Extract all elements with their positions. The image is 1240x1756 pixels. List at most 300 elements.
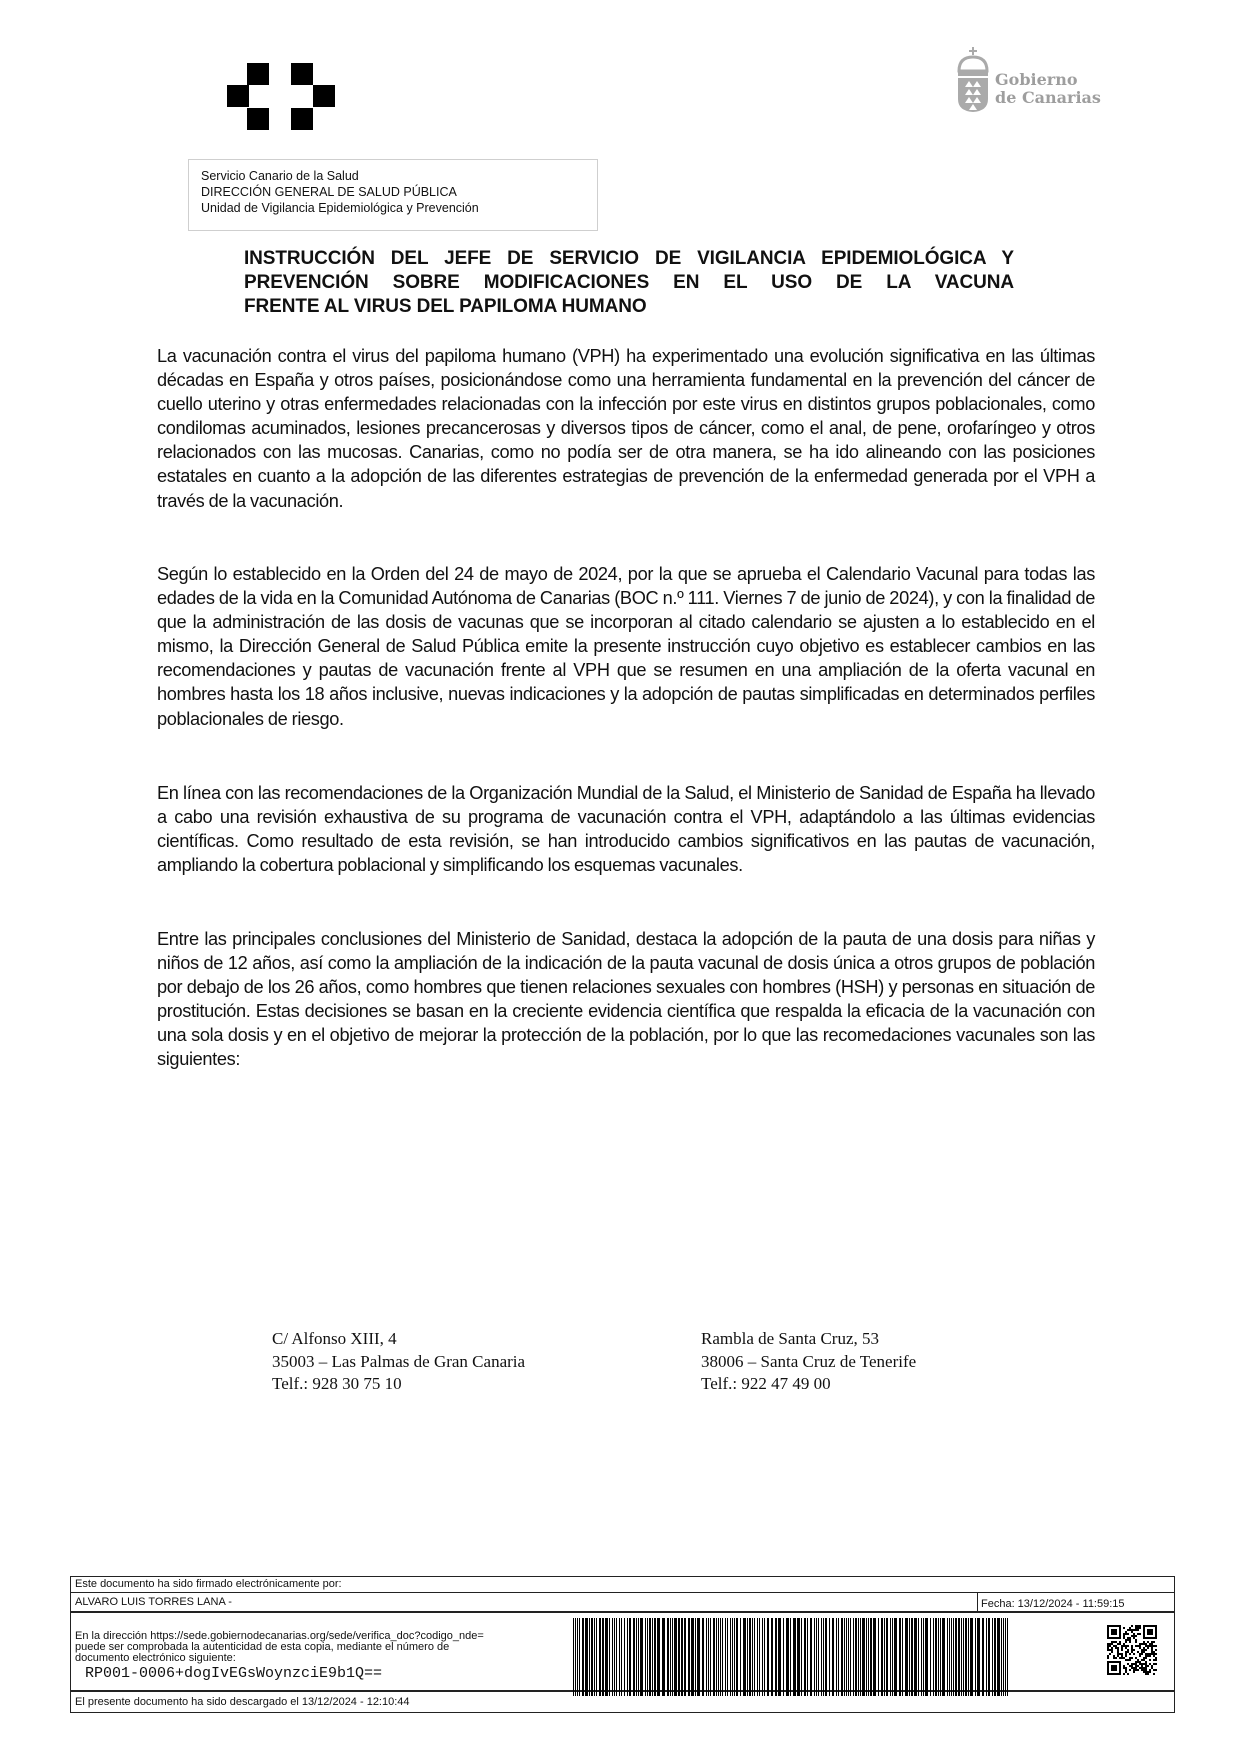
qr-module xyxy=(1151,1667,1153,1669)
qr-module xyxy=(1133,1663,1135,1665)
qr-module xyxy=(1117,1651,1119,1653)
qr-module xyxy=(1123,1657,1125,1659)
qr-module xyxy=(1153,1653,1155,1655)
qr-module xyxy=(1153,1663,1155,1665)
qr-module xyxy=(1145,1649,1147,1651)
barcode-bar xyxy=(994,1618,996,1696)
barcode-bar xyxy=(670,1618,671,1696)
barcode-bar xyxy=(681,1618,683,1696)
address-phone: Telf.: 928 30 75 10 xyxy=(272,1374,402,1393)
qr-module xyxy=(1151,1647,1153,1649)
qr-module xyxy=(1121,1645,1123,1647)
qr-module xyxy=(1125,1651,1127,1653)
barcode-bar xyxy=(977,1618,980,1696)
qr-module xyxy=(1121,1653,1123,1655)
qr-module xyxy=(1153,1673,1155,1675)
signer-name: ALVARO LUIS TORRES LANA - xyxy=(75,1596,232,1608)
barcode-bar xyxy=(582,1618,584,1696)
qr-module xyxy=(1141,1663,1143,1665)
barcode-bar xyxy=(886,1618,888,1696)
qr-module xyxy=(1123,1627,1125,1629)
qr-module xyxy=(1141,1665,1143,1667)
barcode-bar xyxy=(965,1618,967,1696)
qr-module xyxy=(1141,1669,1143,1671)
barcode-bar xyxy=(638,1618,639,1696)
qr-module xyxy=(1145,1671,1147,1673)
barcode-bar xyxy=(823,1618,824,1696)
gobierno-text: Gobierno xyxy=(995,70,1078,89)
barcode-bar xyxy=(640,1618,643,1696)
qr-module xyxy=(1137,1625,1139,1627)
electronic-signature-block xyxy=(70,1576,1175,1713)
qr-module xyxy=(1123,1643,1125,1645)
qr-module xyxy=(1123,1645,1125,1647)
title-line: INSTRUCCIÓN DEL JEFE DE SERVICIO DE VIGILANCIA EPIDEMIOLÓGICA Y xyxy=(244,248,1014,269)
qr-module xyxy=(1133,1635,1135,1637)
qr-module xyxy=(1137,1651,1139,1653)
barcode-bar xyxy=(911,1618,913,1696)
qr-module xyxy=(1107,1655,1109,1657)
barcode-bar xyxy=(732,1618,733,1696)
barcode-bar xyxy=(649,1618,651,1696)
barcode-bar xyxy=(654,1618,656,1696)
address-city: 38006 – Santa Cruz de Tenerife xyxy=(701,1351,917,1371)
qr-module xyxy=(1133,1633,1135,1635)
barcode-bar xyxy=(870,1618,872,1696)
qr-module xyxy=(1135,1645,1137,1647)
qr-module xyxy=(1129,1653,1131,1655)
qr-module xyxy=(1135,1657,1137,1659)
barcode-bar xyxy=(947,1618,948,1696)
qr-code-icon xyxy=(1107,1625,1157,1681)
barcode-bar xyxy=(614,1618,615,1696)
title-line: FRENTE AL VIRUS DEL PAPILOMA HUMANO xyxy=(244,296,647,317)
barcode-bar xyxy=(706,1618,707,1696)
barcode-bar xyxy=(825,1618,827,1696)
qr-module xyxy=(1131,1647,1133,1649)
barcode-bar xyxy=(953,1618,954,1696)
barcode-bar xyxy=(961,1618,962,1696)
qr-finder xyxy=(1111,1665,1117,1671)
qr-module xyxy=(1107,1643,1109,1645)
barcode-bar xyxy=(844,1618,845,1696)
title-line: PREVENCIÓN SOBRE MODIFICACIONES EN EL USO DE LA VACUNA xyxy=(244,272,1014,293)
qr-module xyxy=(1107,1647,1109,1649)
qr-module xyxy=(1123,1635,1125,1637)
barcode-bar xyxy=(975,1618,976,1696)
qr-module xyxy=(1127,1651,1129,1653)
download-info: El presente documento ha sido descargado el 13/12/2024 - 12:10:44 xyxy=(75,1696,410,1708)
barcode-bar xyxy=(797,1618,800,1696)
barcode-bar xyxy=(930,1618,931,1696)
qr-module xyxy=(1133,1667,1135,1669)
barcode-bar xyxy=(1005,1618,1006,1696)
barcode-bar xyxy=(718,1618,719,1696)
qr-module xyxy=(1143,1641,1145,1643)
qr-module xyxy=(1147,1647,1149,1649)
qr-module xyxy=(1135,1641,1137,1643)
barcode-bar xyxy=(722,1618,723,1696)
qr-module xyxy=(1151,1653,1153,1655)
barcode-bar xyxy=(743,1618,746,1696)
barcode-bar xyxy=(708,1618,709,1696)
verify-text: puede ser comprobada la autenticidad de esta copia, mediante el número de xyxy=(75,1641,450,1653)
logo-square xyxy=(291,108,313,130)
qr-module xyxy=(1131,1651,1133,1653)
barcode-bar xyxy=(909,1618,910,1696)
qr-module xyxy=(1147,1641,1149,1643)
barcode-bar xyxy=(734,1618,735,1696)
qr-module xyxy=(1123,1633,1125,1635)
barcode-bar xyxy=(579,1618,580,1696)
barcode-bar xyxy=(881,1618,883,1696)
qr-module xyxy=(1111,1643,1113,1645)
qr-module xyxy=(1143,1669,1145,1671)
qr-module xyxy=(1151,1649,1153,1651)
barcode-bar xyxy=(902,1618,903,1696)
barcode-bar xyxy=(899,1618,901,1696)
verification-row xyxy=(71,1614,1174,1692)
barcode-bar xyxy=(591,1618,593,1696)
signed-by-label: Este documento ha sido firmado electrónicamente por: xyxy=(75,1578,342,1590)
address-phone: Telf.: 922 47 49 00 xyxy=(701,1374,831,1393)
qr-module xyxy=(1119,1643,1121,1645)
qr-module xyxy=(1131,1657,1133,1659)
signed-by-row xyxy=(71,1577,1174,1593)
qr-module xyxy=(1153,1645,1155,1647)
barcode-bar xyxy=(762,1618,763,1696)
qr-module xyxy=(1127,1673,1129,1675)
logo-square xyxy=(247,108,269,130)
barcode-bar xyxy=(710,1618,711,1696)
qr-module xyxy=(1115,1641,1117,1643)
org-directorate: DIRECCIÓN GENERAL DE SALUD PÚBLICA xyxy=(201,185,457,199)
qr-module xyxy=(1137,1633,1139,1635)
qr-module xyxy=(1131,1635,1133,1637)
barcode-bar xyxy=(790,1618,791,1696)
qr-module xyxy=(1137,1661,1139,1663)
barcode-bar xyxy=(652,1618,653,1696)
barcode-bar xyxy=(609,1618,610,1696)
qr-module xyxy=(1155,1657,1157,1659)
qr-module xyxy=(1135,1667,1137,1669)
qr-module xyxy=(1139,1627,1141,1629)
qr-module xyxy=(1117,1655,1119,1657)
barcode-bar xyxy=(988,1618,990,1696)
qr-module xyxy=(1125,1641,1127,1643)
qr-module xyxy=(1141,1651,1143,1653)
barcode-bar xyxy=(713,1618,715,1696)
qr-module xyxy=(1137,1645,1139,1647)
qr-module xyxy=(1125,1653,1127,1655)
barcode-bar xyxy=(938,1618,939,1696)
qr-module xyxy=(1125,1633,1127,1635)
qr-module xyxy=(1125,1655,1127,1657)
barcode-bar xyxy=(816,1618,817,1696)
qr-module xyxy=(1155,1649,1157,1651)
qr-module xyxy=(1135,1665,1137,1667)
barcode-bar xyxy=(599,1618,601,1696)
qr-module xyxy=(1141,1643,1143,1645)
barcode-bar xyxy=(850,1618,851,1696)
qr-module xyxy=(1127,1639,1129,1641)
qr-module xyxy=(1143,1667,1145,1669)
qr-module xyxy=(1135,1627,1137,1629)
qr-module xyxy=(1111,1641,1113,1643)
barcode-bar xyxy=(997,1618,1000,1696)
scs-logo xyxy=(227,63,335,130)
barcode-bar xyxy=(992,1618,993,1696)
qr-module xyxy=(1129,1657,1131,1659)
barcode-bar xyxy=(647,1618,648,1696)
qr-module xyxy=(1139,1647,1141,1649)
verify-text: En la dirección https://sede.gobiernodecanarias.org/sede/verifica_doc?codigo_nde= xyxy=(75,1630,484,1642)
barcode-bar xyxy=(838,1618,839,1696)
barcode-bar xyxy=(736,1618,738,1696)
qr-module xyxy=(1145,1663,1147,1665)
barcode-bar xyxy=(589,1618,590,1696)
qr-module xyxy=(1125,1647,1127,1649)
organization-box xyxy=(188,159,598,231)
gobierno-canarias-logo xyxy=(955,47,1101,117)
qr-module xyxy=(1135,1663,1137,1665)
logo-square xyxy=(227,85,249,107)
qr-module xyxy=(1131,1631,1133,1633)
qr-module xyxy=(1113,1645,1115,1647)
barcode-bar xyxy=(829,1618,830,1696)
qr-module xyxy=(1127,1633,1129,1635)
qr-module xyxy=(1155,1653,1157,1655)
barcode-bar xyxy=(725,1618,726,1696)
barcode-icon xyxy=(573,1618,1011,1696)
qr-module xyxy=(1125,1667,1127,1669)
barcode-bar xyxy=(720,1618,721,1696)
qr-module xyxy=(1139,1663,1141,1665)
qr-module xyxy=(1143,1657,1145,1659)
barcode-bar xyxy=(935,1618,937,1696)
org-unit: Unidad de Vigilancia Epidemiológica y Prevención xyxy=(201,201,479,215)
qr-module xyxy=(1127,1645,1129,1647)
barcode-bar xyxy=(645,1618,646,1696)
barcode-bar xyxy=(801,1618,802,1696)
barcode-bar xyxy=(672,1618,673,1696)
barcode-bar xyxy=(759,1618,760,1696)
barcode-bar xyxy=(890,1618,891,1696)
qr-module xyxy=(1143,1651,1145,1653)
barcode-bar xyxy=(616,1618,617,1696)
paragraph: Entre las principales conclusiones del Ministerio de Sanidad, destaca la adopción de la pauta de una dosis para niñas y niños de 12 años, así como la ampliación de la indicación de la pauta vacunal de dosis única a otros grupos de población por debajo de los 26 años, como hombres que tienen relaciones sexuales con hombres (HSH) y personas en situación de prostitución. Estas decisiones se basan en la creciente evidencia científica que respalda la eficacia de la vacunación con una sola dosis y en el objetivo de mejorar la protección de la población, por lo que las recomedaciones vacunales son las siguientes: xyxy=(157,929,1095,1070)
qr-module xyxy=(1129,1637,1131,1639)
qr-module xyxy=(1151,1641,1153,1643)
barcode-bar xyxy=(846,1618,847,1696)
qr-module xyxy=(1123,1665,1125,1667)
barcode-bar xyxy=(633,1618,635,1696)
qr-module xyxy=(1123,1667,1125,1669)
barcode-bar xyxy=(585,1618,588,1696)
qr-module xyxy=(1137,1629,1139,1631)
address-street: C/ Alfonso XIII, 4 xyxy=(272,1329,397,1348)
barcode-bar xyxy=(627,1618,628,1696)
barcode-bar xyxy=(695,1618,696,1696)
barcode-bar xyxy=(832,1618,834,1696)
qr-module xyxy=(1141,1659,1143,1661)
qr-module xyxy=(1149,1643,1151,1645)
barcode-bar xyxy=(814,1618,815,1696)
barcode-bar xyxy=(949,1618,950,1696)
qr-module xyxy=(1145,1661,1147,1663)
barcode-bar xyxy=(836,1618,837,1696)
document-code: RP001-0006+dogIvEGsWoynzciE9b1Q== xyxy=(85,1665,383,1682)
qr-module xyxy=(1155,1663,1157,1665)
qr-module xyxy=(1137,1627,1139,1629)
qr-module xyxy=(1141,1667,1143,1669)
qr-module xyxy=(1137,1669,1139,1671)
canarias-text: de Canarias xyxy=(995,88,1101,107)
barcode-bar xyxy=(605,1618,608,1696)
barcode-bar xyxy=(914,1618,917,1696)
barcode-bar xyxy=(848,1618,849,1696)
paragraph: En línea con las recomendaciones de la Organización Mundial de la Salud, el Ministerio de Sanidad de España ha llevado a cabo una revisión exhaustiva de su programa de vacunación contra el VPH, adaptándolo a las últimas evidencias científicas. Como resultado de esta revisión, se han introducido cambios significativos en las pautas de vacunación, ampliando la cobertura poblacional y simplificando los esquemas vacunales. xyxy=(157,783,1095,876)
qr-module xyxy=(1153,1659,1155,1661)
qr-module xyxy=(1145,1657,1147,1659)
barcode-bar xyxy=(691,1618,694,1696)
barcode-bar xyxy=(783,1618,784,1696)
barcode-bar xyxy=(624,1618,625,1696)
qr-module xyxy=(1155,1659,1157,1661)
qr-module xyxy=(1127,1637,1129,1639)
barcode-bar xyxy=(747,1618,748,1696)
barcode-bar xyxy=(716,1618,717,1696)
qr-module xyxy=(1135,1669,1137,1671)
qr-module xyxy=(1151,1665,1153,1667)
qr-module xyxy=(1149,1659,1151,1661)
barcode-bar xyxy=(612,1618,613,1696)
barcode-bar xyxy=(764,1618,765,1696)
qr-module xyxy=(1131,1663,1133,1665)
qr-module xyxy=(1153,1651,1155,1653)
verify-text: documento electrónico siguiente: xyxy=(75,1652,236,1664)
qr-module xyxy=(1149,1669,1151,1671)
barcode-bar xyxy=(752,1618,753,1696)
qr-module xyxy=(1135,1661,1137,1663)
qr-module xyxy=(1149,1645,1151,1647)
qr-module xyxy=(1151,1651,1153,1653)
paragraph: Según lo establecido en la Orden del 24 de mayo de 2024, por la que se aprueba el Calendario Vacunal para todas las edades de la vida en la Comunidad Autónoma de Canarias (BOC n.º 111. Viernes 7 de junio de 2024), y con la finalidad de que la administración de las dosis de vacunas que se incorporan al citado calendario se ajusten a lo establecido en el mismo, la Dirección General de Salud Pública emite la presente instrucción cuyo objetivo es establecer cambios en las recomendaciones y pautas de vacunación frente al VPH que se resumen en una ampliación de la oferta vacunal en hombres hasta los 18 años inclusive, nuevas indicaciones y la adopción de pautas simplificadas en determinados perfiles poblacionales de riesgo. xyxy=(157,564,1095,729)
qr-module xyxy=(1145,1653,1147,1655)
qr-module xyxy=(1123,1673,1125,1675)
qr-module xyxy=(1139,1643,1141,1645)
qr-module xyxy=(1119,1641,1121,1643)
qr-module xyxy=(1129,1669,1131,1671)
qr-module xyxy=(1129,1639,1131,1641)
qr-module xyxy=(1113,1655,1115,1657)
qr-module xyxy=(1109,1643,1111,1645)
qr-module xyxy=(1137,1665,1139,1667)
signer-row xyxy=(71,1593,1174,1613)
barcode-bar xyxy=(629,1618,631,1696)
qr-module xyxy=(1141,1649,1143,1651)
qr-module xyxy=(1129,1665,1131,1667)
qr-module xyxy=(1143,1643,1145,1645)
qr-module xyxy=(1149,1663,1151,1665)
barcode-bar xyxy=(860,1618,861,1696)
barcode-bar xyxy=(793,1618,796,1696)
barcode-bar xyxy=(727,1618,728,1696)
barcode-bar xyxy=(657,1618,660,1696)
barcode-bar xyxy=(804,1618,806,1696)
barcode-bar xyxy=(688,1618,690,1696)
barcode-bar xyxy=(923,1618,924,1696)
barcode-bar xyxy=(884,1618,885,1696)
barcode-bar xyxy=(596,1618,597,1696)
barcode-bar xyxy=(740,1618,741,1696)
barcode-bar xyxy=(730,1618,731,1696)
qr-module xyxy=(1113,1657,1115,1659)
qr-module xyxy=(1111,1649,1113,1651)
qr-module xyxy=(1121,1655,1123,1657)
barcode-bar xyxy=(1003,1618,1004,1696)
qr-module xyxy=(1107,1649,1109,1651)
qr-module xyxy=(1139,1633,1141,1635)
barcode-bar xyxy=(697,1618,700,1696)
qr-module xyxy=(1129,1641,1131,1643)
barcode-bar xyxy=(862,1618,865,1696)
qr-module xyxy=(1131,1649,1133,1651)
barcode-bar xyxy=(775,1618,777,1696)
qr-module xyxy=(1147,1673,1149,1675)
qr-module xyxy=(1139,1645,1141,1647)
barcode-bar xyxy=(918,1618,919,1696)
qr-module xyxy=(1139,1667,1141,1669)
qr-module xyxy=(1155,1669,1157,1671)
qr-module xyxy=(1109,1649,1111,1651)
document-title xyxy=(244,247,1014,319)
qr-module xyxy=(1129,1659,1131,1661)
qr-module xyxy=(1141,1653,1143,1655)
qr-module xyxy=(1147,1671,1149,1673)
qr-module xyxy=(1143,1659,1145,1661)
logo-square xyxy=(313,85,335,107)
barcode-bar xyxy=(894,1618,897,1696)
address-city: 35003 – Las Palmas de Gran Canaria xyxy=(272,1351,526,1371)
download-row xyxy=(71,1692,1174,1711)
barcode-bar xyxy=(754,1618,755,1696)
address-street: Rambla de Santa Cruz, 53 xyxy=(701,1329,879,1348)
logo-square xyxy=(247,63,269,85)
barcode-bar xyxy=(684,1618,686,1696)
paragraph: La vacunación contra el virus del papiloma humano (VPH) ha experimentado una evolución significativa en las últimas décadas en España y otros países, posicionándose como una herramienta fundamental en la prevención del cáncer de cuello uterino y otras enfermedades relacionadas con la infección por este virus en distintos grupos poblacionales, como condilomas acuminados, lesiones precancerosas y diversos tipos de cáncer, como el anal, de pene, orofaríngeo y otros relacionados con las mucosas. Canarias, como no podía ser de otra manera, se ha ido alineando con las posiciones estatales en cuanto a la adopción de las diferentes estrategias de prevención de la enfermedad generada por el VPH a través de la vacunación. xyxy=(157,346,1095,511)
barcode-bar xyxy=(818,1618,819,1696)
barcode-bar xyxy=(749,1618,751,1696)
qr-module xyxy=(1149,1653,1151,1655)
barcode-bar xyxy=(619,1618,620,1696)
barcode-bar xyxy=(970,1618,973,1696)
qr-module xyxy=(1107,1657,1109,1659)
qr-module xyxy=(1125,1659,1127,1661)
qr-module xyxy=(1109,1653,1111,1655)
qr-module xyxy=(1139,1653,1141,1655)
barcode-bar xyxy=(771,1618,773,1696)
qr-finder xyxy=(1111,1629,1117,1635)
barcode-bar xyxy=(702,1618,704,1696)
barcode-bar xyxy=(757,1618,758,1696)
qr-module xyxy=(1117,1653,1119,1655)
qr-module xyxy=(1131,1645,1133,1647)
qr-module xyxy=(1151,1645,1153,1647)
qr-module xyxy=(1145,1673,1147,1675)
qr-finder xyxy=(1147,1629,1153,1635)
qr-module xyxy=(1153,1641,1155,1643)
